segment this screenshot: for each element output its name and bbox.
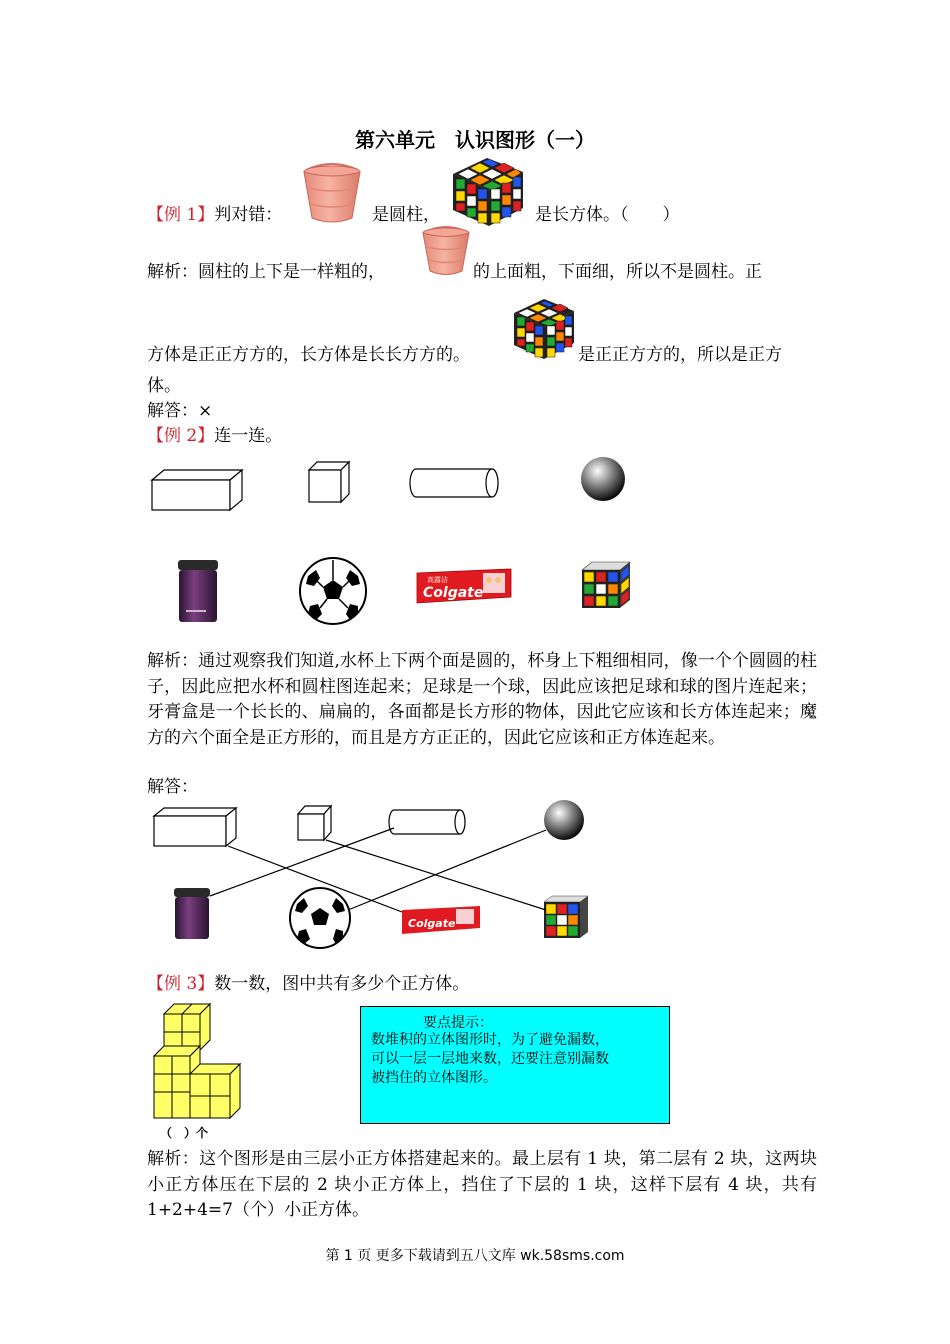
page-footer: 第 1 页 更多下载请到五八文库 wk.58sms.com [325, 1248, 625, 1264]
answer-soccer-ball [290, 888, 350, 948]
ex1-question-start [147, 203, 282, 228]
rubiks-cube-image-2 [512, 297, 576, 361]
tip-line-2: 可以一层一层地来数，还要注意别漏数 [371, 1051, 609, 1067]
tip-box [360, 1006, 670, 1124]
stacked-cubes-figure [152, 1000, 244, 1124]
cylinder-shape [408, 467, 500, 499]
answer-cuboid [154, 808, 236, 846]
ex2-question [147, 424, 282, 449]
sphere-shape [580, 456, 626, 502]
matching-lines [210, 828, 546, 912]
toothpaste-subbrand: 高露洁 [427, 576, 448, 584]
answer-cup [174, 888, 210, 939]
ex1-analysis-line1a: 解析：圆柱的上下是一样粗的， [147, 262, 385, 282]
ex3-tag: 【例 3】 [147, 974, 215, 994]
cuboid-shape [150, 468, 245, 513]
ex1-analysis-line2a: 方体是正正方方的，长方体是长长方方的。 [147, 345, 470, 365]
tip-line-3: 被挡住的立体图形。 [371, 1070, 497, 1086]
answer-toothpaste-brand: Colgate [408, 917, 456, 930]
bucket-image-2 [420, 223, 472, 278]
ex1-tag: 【例 1】 [147, 205, 215, 225]
page-title: 第六单元 认识图形（一） [355, 128, 595, 152]
answer-sphere [544, 800, 584, 840]
ex2-tag: 【例 2】 [147, 426, 215, 446]
answer-cylinder [389, 810, 465, 834]
ex2-answer-label: 解答： [147, 777, 198, 797]
answer-rubiks-cube [544, 896, 588, 938]
answer-cube [298, 806, 331, 840]
ex1-analysis-line3: 体。 [147, 376, 181, 396]
ex2-analysis: 解析：通过观察我们知道,水杯上下两个面是圆的，杯身上下粗细相同，像一个个圆圆的柱子，因此应把水杯和圆柱图连起来；足球是一个球，因此应该把足球和球的图片连起来；牙膏盒是一个长长的、扁扁的，各面都是长方形的物体，因此它应该和长方体连起来；魔方的六个面全是正方形的，而且是方方正正的，因此它应该和正方体连起来。 [147, 651, 817, 748]
ex3-blank: （ ）个 [160, 1126, 209, 1140]
ex1-q-part3: 是长方体。（ ） [535, 205, 680, 225]
toothpaste-brand: Colgate [423, 585, 484, 601]
soccer-ball-image [298, 556, 368, 626]
ex3-question [147, 972, 469, 997]
rubiks-cube-image-3 [580, 560, 632, 610]
ex1-q-part1: 判对错： [214, 205, 283, 225]
answer-toothpaste [402, 906, 480, 934]
bucket-image [300, 160, 364, 226]
toothpaste-box-image [413, 567, 515, 607]
ex2-question-text: 连一连。 [214, 426, 283, 446]
tip-line-1: 数堆积的立体图形时，为了避免漏数， [371, 1032, 609, 1048]
rubiks-cube-image [451, 156, 525, 228]
cup-image [176, 558, 220, 624]
ex1-answer: 解答：× [147, 401, 213, 421]
ex3-analysis: 解析：这个图形是由三层小正方体搭建起来的。最上层有 1 块，第二层有 2 块，这两块小正方体压在下层的 2 块小正方体上，挡住了下层的 1 块，这样下层有 4 块，共有 1+2+4=7（个）小正方体。 [147, 1149, 817, 1220]
ex1-q-part2: 是圆柱， [372, 205, 440, 225]
ex1-analysis-line1b: 的上面粗，下面细，所以不是圆柱。正 [473, 262, 762, 282]
ex3-question-text: 数一数，图中共有多少个正方体。 [214, 974, 470, 994]
tip-title: 要点提示： [423, 1015, 493, 1031]
ex1-analysis-line2b: 是正正方方的，所以是正方 [578, 345, 782, 365]
cube-shape [307, 460, 352, 505]
matching-answer-diagram [150, 800, 620, 950]
